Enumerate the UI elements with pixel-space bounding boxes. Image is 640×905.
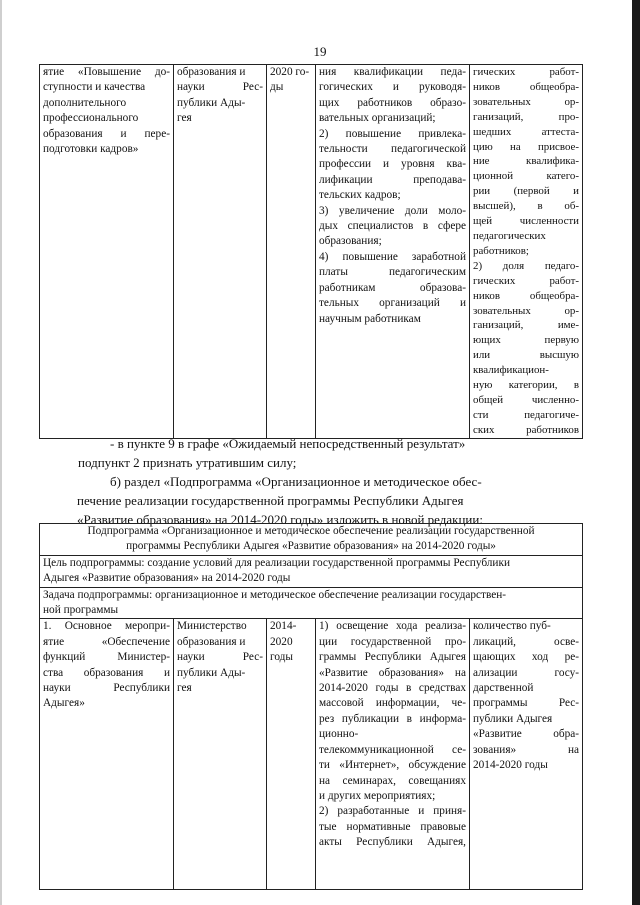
t1-col5-line: ющих первую — [473, 334, 579, 347]
t1-col3-line: ды — [270, 81, 284, 94]
subprogram-task-cell — [40, 587, 583, 619]
t1-col4-line: лификации преподава- — [319, 173, 466, 186]
subprogram-task-line: ной программы — [43, 604, 119, 617]
t1-col4-line: тельских кадров; — [319, 189, 401, 202]
subprogram-title-line: программы Республики Адыгея «Развитие образования» на 2014-2020 годы» — [126, 540, 496, 553]
t1-col5-line: 2) доля педаго- — [473, 259, 579, 272]
t2-col4-line: рез публикации в информа- — [319, 712, 466, 725]
t1-col1-line: профессионального — [43, 112, 139, 125]
paragraph-item-9-note: - в пункте 9 в графе «Ожидаемый непосредственный результат» — [110, 436, 466, 451]
scan-right-edge — [632, 0, 640, 905]
t1-col5-line: ние квалифика- — [473, 155, 579, 168]
paragraph-section-b: б) раздел «Подпрограмма «Организационное и методическое обес- — [110, 474, 482, 489]
t1-col5-line: ников общеобра- — [473, 289, 579, 302]
t2-col2-line: образования и — [177, 635, 246, 648]
t2-col4-line: на семинарах, совещаниях — [319, 774, 466, 787]
t1-col4-line: ния квалификации педа- — [319, 66, 466, 78]
t2-col5-line: количество пуб- — [473, 620, 551, 633]
t1-col4-line: тельных организаций и — [319, 297, 466, 310]
t1-col5-line: ганизаций, про- — [473, 110, 579, 123]
t1-col1-line: подготовки кадров» — [43, 143, 139, 156]
t1-col5-line: зовательных ор- — [473, 95, 579, 108]
paragraph-subitem-2-void: подпункт 2 признать утратившим силу; — [78, 455, 297, 470]
subprogram-goal-line: Цель подпрограммы: создание условий для реализации государственной программы Республики — [43, 556, 510, 569]
t1-col5-line: ную категории, в — [473, 379, 579, 392]
t1-col4-line: тельности педагогической — [319, 143, 466, 156]
t1-col5-line: или высшую — [473, 349, 579, 362]
t2-col4-line: ционно- — [319, 728, 359, 741]
t1-col4-line: 4) повышение заработной — [319, 250, 466, 263]
t1-col4-line: работникам образова- — [319, 281, 466, 294]
t1-col3-line: 2020 го- — [270, 66, 310, 78]
t1-col5-line: ских работников — [473, 423, 579, 436]
t2-col4-line: телекоммуникационной се- — [319, 743, 466, 756]
t2-col2-line: гея — [177, 682, 192, 695]
t2-col1-line: функций Министер- — [43, 651, 170, 664]
t1-period-cell — [267, 65, 316, 439]
t1-col5-line: высшей), в об- — [473, 200, 579, 213]
t1-col5-line: педагогических — [473, 229, 546, 242]
t1-col4-line: 2) повышение привлека- — [319, 127, 466, 140]
t1-col4-line: гогических и руководя- — [319, 81, 466, 94]
t1-col1-line: ятие «Повышение до- — [43, 66, 170, 78]
t2-col4-line: «Развитие образования» на — [319, 666, 466, 679]
t2-col4-line: 2014-2020 годы в средствах — [319, 682, 466, 695]
t2-col4-line: ти «Интернет», обсуждение — [319, 759, 466, 772]
t2-col5-line: дарственной — [473, 682, 534, 695]
t1-col4-line: 3) увеличение доли моло- — [319, 204, 466, 217]
t2-col3-line: 2014- — [270, 620, 297, 633]
t1-col5-line: ников общеобра- — [473, 80, 579, 93]
t1-col5-line: сти педагогиче- — [473, 408, 579, 421]
t2-col1-line: Адыгея» — [43, 697, 85, 710]
t1-col5-line: ганизаций, име- — [473, 319, 579, 332]
t2-col5-line: ализации госу- — [473, 666, 580, 679]
t2-col5-line: публики Адыгея — [473, 712, 553, 725]
t1-col4-line: вательных организаций; — [319, 112, 436, 125]
t1-col1-line: образования и пере- — [43, 127, 170, 140]
t1-col2-line: образования и — [177, 66, 246, 78]
t1-col2-line: публики Ады- — [177, 96, 246, 109]
t1-col2-line: гея — [177, 112, 192, 125]
t2-col4-line: граммы Республики Адыгея — [319, 651, 466, 664]
t2-col2-line: публики Ады- — [177, 666, 246, 679]
t1-col5-line: общей численно- — [473, 393, 579, 406]
subprogram-title-line: Подпрограмма «Организационное и методическое обеспечение реализации государственной — [87, 525, 535, 537]
t2-col4-line: и других мероприятиях; — [319, 789, 436, 802]
t1-col5-line: квалификацион- — [473, 364, 549, 377]
t2-col3-line: годы — [270, 651, 294, 664]
subprogram-title-cell — [40, 524, 583, 556]
t1-col4-line: научным работникам — [319, 312, 421, 325]
t2-col3-line: 2020 — [270, 635, 293, 648]
t2-col4-line: ции государственной про- — [319, 635, 466, 648]
paragraph-section-b-cont: печение реализации государственной программы Республики Адыгея — [77, 493, 464, 508]
t1-col5-line: гических работ- — [473, 66, 579, 78]
t1-result-cell — [316, 65, 470, 439]
t2-col1-line: 1. Основное меропри- — [43, 620, 170, 633]
t2-period-cell — [267, 619, 316, 890]
t1-col4-line: образования; — [319, 235, 382, 248]
t1-col5-line: ционной катего- — [473, 170, 579, 183]
t1-col4-line: щих работников образо- — [319, 96, 466, 109]
subprogram-task-line: Задача подпрограммы: организационное и методическое обеспечение реализации государствен- — [43, 588, 507, 601]
paragraph-new-edition: «Развитие образования» на 2014-2020 годы» изложить в новой редакции: — [77, 512, 483, 527]
t2-activity-cell — [40, 619, 174, 890]
t2-col5-line: ликаций, осве- — [473, 635, 580, 648]
t2-col5-line: щающих ход ре- — [473, 651, 580, 664]
t2-col1-line: ятие «Обеспечение — [43, 635, 170, 648]
t2-col1-line: ства образования и — [43, 666, 170, 679]
subprogram-goal-line: Адыгея «Развитие образования» на 2014-2020 годы — [43, 572, 291, 585]
t1-col5-line: гических работ- — [473, 274, 579, 287]
t1-indicator-cell — [470, 65, 583, 439]
t2-col4-line: акты Республики Адыгея, — [319, 836, 466, 849]
t2-result-cell — [316, 619, 470, 890]
t1-col4-line: профессии и уровня ква- — [319, 158, 466, 171]
t2-col5-line: «Развитие обра- — [473, 728, 580, 741]
t1-col4-line: платы педагогическим — [319, 266, 466, 279]
t2-col2-line: науки Рес- — [177, 651, 263, 664]
t1-col5-line: зовательных ор- — [473, 304, 579, 317]
t2-col4-line: тые нормативные правовые — [319, 820, 466, 833]
t2-col1-line: науки Республики — [43, 682, 170, 695]
t2-col4-line: 1) освещение хода реализа- — [319, 620, 466, 633]
t1-col5-line: цию на присвое- — [473, 140, 579, 153]
t1-col2-line: науки Рес- — [177, 81, 263, 94]
t2-col5-line: зования» на — [473, 743, 580, 756]
subprogram-table — [39, 523, 583, 890]
page-number: 19 — [313, 44, 327, 59]
t2-executor-cell — [174, 619, 267, 890]
t2-col5-line: программы Рес- — [473, 697, 580, 710]
t1-col4-line: дых специалистов в сфере — [319, 220, 466, 233]
t2-col2-line: Министерство — [177, 620, 247, 633]
t1-activity-cell — [40, 65, 174, 439]
t1-col1-line: ступности и качества — [43, 81, 146, 94]
scan-left-edge — [0, 0, 2, 905]
t1-col5-line: шедших аттеста- — [473, 125, 579, 138]
t1-col5-line: работников; — [473, 244, 529, 257]
t1-col5-line: щей численности — [473, 215, 579, 228]
t2-col4-line: массовой информации, че- — [319, 697, 466, 710]
t2-indicator-cell — [470, 619, 583, 890]
t2-col4-line: 2) разработанные и приня- — [319, 805, 466, 818]
continuation-table — [39, 64, 583, 439]
t1-col1-line: дополнительного — [43, 96, 127, 109]
t1-col5-line: рии (первой и — [473, 185, 579, 198]
t1-executor-cell — [174, 65, 267, 439]
subprogram-goal-cell — [40, 555, 583, 587]
t2-col5-line: 2014-2020 годы — [473, 759, 548, 772]
